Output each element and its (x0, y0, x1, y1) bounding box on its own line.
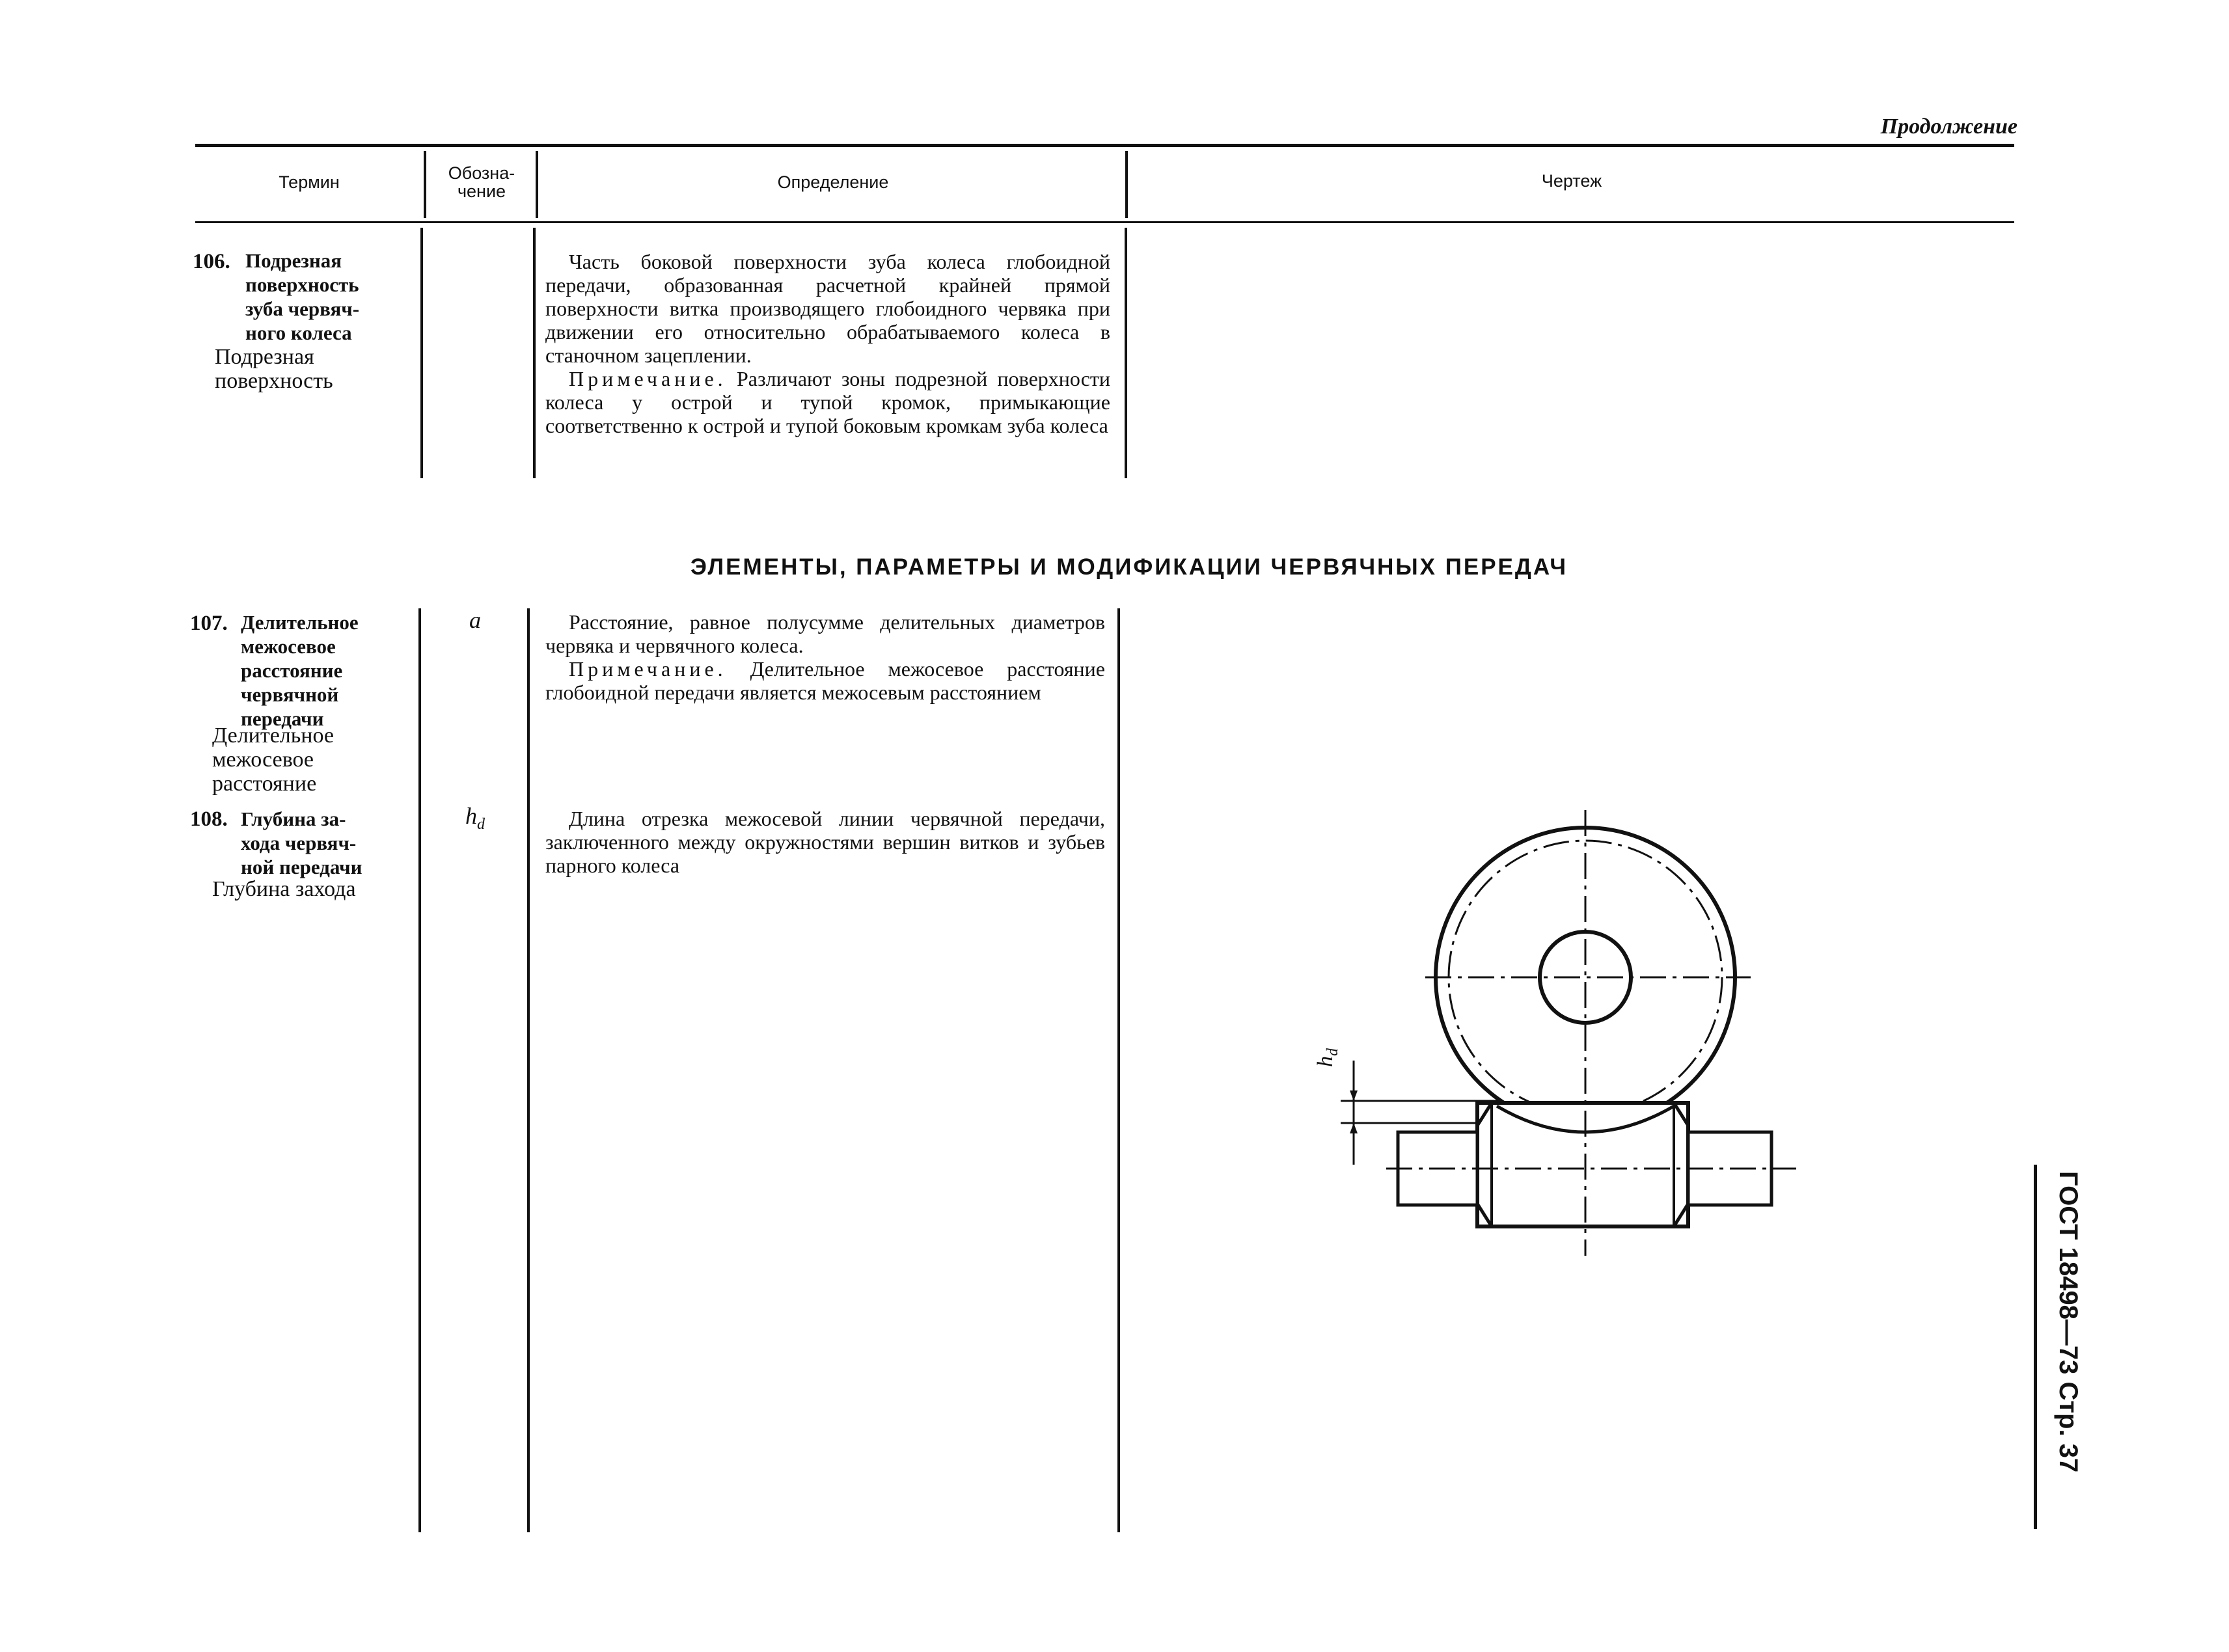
definition-main: Длина отрезка межосевой линии червячной передачи, заключенного между окружностями вершин витков и зубьев парного колеса (545, 807, 1105, 877)
term-name: Глубина за- хода червяч- ной передачи (241, 807, 362, 878)
worm-body (1477, 1103, 1688, 1226)
column-separator (418, 608, 421, 1532)
note-text: Различают зоны подрезной поверхности колеса у острой и тупой кромок, примыкающие соответственно к острой и тупой боковым кромкам зуба колеса (545, 367, 1111, 437)
entry-number: 106. (193, 250, 230, 273)
column-separator (1125, 228, 1127, 478)
symbol: a (469, 607, 481, 633)
term-short: Подрезная поверхность (215, 345, 333, 393)
note-label: Примечание. (569, 367, 727, 390)
term-short: Делительное межосевое расстояние (212, 724, 334, 796)
definition-text (545, 807, 1105, 877)
header-separator (536, 151, 538, 218)
symbol (430, 802, 521, 833)
entry-number: 107. (190, 612, 228, 635)
section-heading: ЭЛЕМЕНТЫ, ПАРАМЕТРЫ И МОДИФИКАЦИИ ЧЕРВЯЧНЫХ ПЕРЕДАЧ (690, 554, 1568, 580)
symbol-main: h (465, 803, 477, 829)
header-separator (1125, 151, 1128, 218)
column-separator (1117, 608, 1120, 1532)
header-separator (424, 151, 426, 218)
symbol-subscript: d (477, 816, 485, 833)
side-rule (2034, 1165, 2037, 1529)
column-separator (533, 228, 536, 478)
drawing-label-main: h (1313, 1056, 1337, 1067)
definition-text (545, 250, 1110, 437)
column-header-definition: Определение (777, 172, 889, 192)
header-bottom-rule (195, 221, 2014, 223)
side-standard-label: ГОСТ 18498—73 Стр. 37 (2054, 1171, 2083, 1473)
definition-main: Часть боковой поверхности зуба колеса глобоидной передачи, образованная расчетной крайней прямой поверхности витка производящего глобоидного червяка при движении его относительно обрабатываемого колеса в станочном зацеплении. (545, 250, 1110, 367)
header-top-rule (195, 144, 2014, 147)
worm-gear-drawing (1302, 800, 1822, 1269)
definition-text (545, 610, 1105, 704)
column-header-drawing: Чертеж (1541, 171, 1602, 191)
drawing-label-sub: d (1324, 1048, 1341, 1056)
definition-main: Расстояние, равное полусумме делительных диаметров червяка и червячного колеса. (545, 610, 1105, 657)
term-short: Глубина захода (212, 877, 356, 901)
entry-number: 108. (190, 807, 228, 831)
column-separator (527, 608, 530, 1532)
column-header-term: Термин (279, 172, 340, 192)
note-text: Делительное межосевое расстояние глобоидной передачи является межосевым расстоянием (545, 657, 1106, 704)
note-label: Примечание. (569, 657, 727, 681)
term-name: Подрезная поверхность зуба червяч- ного колеса (245, 249, 360, 344)
term-name: Делительное межосевое расстояние червячной передачи (241, 611, 359, 730)
column-header-symbol: Обозна- чение (448, 163, 515, 201)
continuation-label: Продолжение (1880, 115, 2017, 139)
drawing-label-hd (1313, 1048, 1342, 1067)
